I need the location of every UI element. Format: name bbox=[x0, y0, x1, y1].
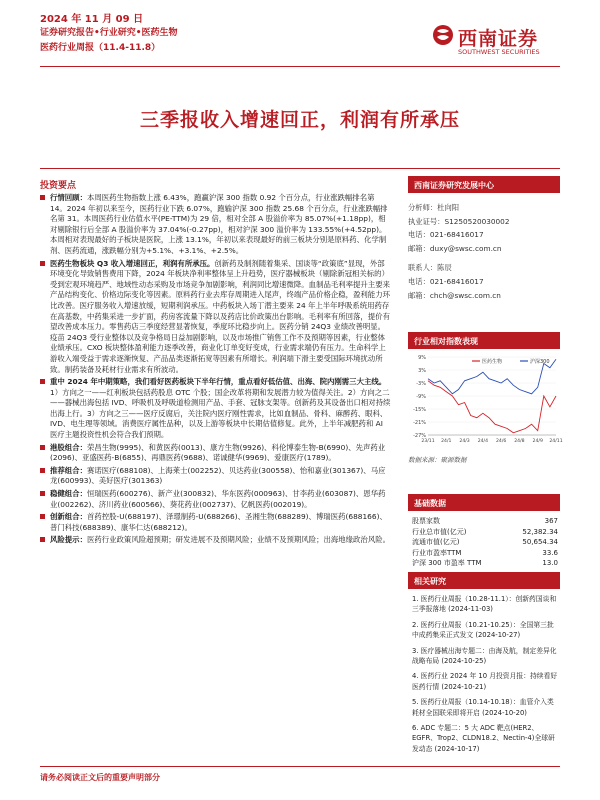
basic-data-key: 流通市值(亿元) bbox=[412, 538, 460, 547]
x-tick-label: 24/4 bbox=[477, 439, 489, 444]
bullet-icon bbox=[40, 379, 45, 384]
header-divider bbox=[40, 66, 560, 67]
investment-paragraph bbox=[40, 443, 392, 464]
basic-data-panel bbox=[408, 494, 560, 569]
related-report-link[interactable]: 6. ADC 专题二：5 大 ADC 靶点(HER2、EGFR、Trop2、CLDN18.2、Nectin-4)全球研发动态 (2024-10-17) bbox=[412, 724, 555, 753]
basic-data-row bbox=[412, 558, 558, 569]
paragraph-heading: 重中 2024 年中期策略，我们看好医药板块下半年行情，重点看好低估值、出海、院内刚需三大主线。 bbox=[50, 377, 387, 387]
investment-paragraph bbox=[40, 489, 392, 510]
paragraph-heading: 稳健组合： bbox=[50, 489, 87, 499]
investment-paragraph bbox=[40, 259, 392, 376]
analyst-line: 执业证号：S1250520030002 bbox=[408, 216, 510, 226]
basic-data-key: 行业市盈率TTM bbox=[412, 548, 462, 557]
x-tick-label: 24/9 bbox=[532, 439, 543, 444]
paragraph-body: 恒瑞医药(600276)、新产业(300832)、华东医药(000963)、甘李药业(603087)、恩华药业(002262)、济川药业(600566)、葵花药业(002737)、亿帆医药(002019)。 bbox=[50, 489, 386, 509]
analyst-line: 电话：021-68416017 bbox=[408, 276, 484, 286]
basic-data-value: 50,654.34 bbox=[522, 538, 558, 547]
company-logo bbox=[432, 10, 582, 58]
paragraph-body: 荣昌生物(9995)、和黄医药(0013)、康方生物(9926)、科伦博泰生物-B(6990)、先声药业(2096)、亚盛医药-B(6855)、再鼎医药(9688)、诺诚健华(9969)、爱康医疗(1789)。 bbox=[50, 442, 386, 463]
analyst-line: 邮箱：chch@swsc.com.cn bbox=[408, 290, 501, 300]
report-category: 证券研究报告•行业研究•医药生物 bbox=[40, 28, 178, 38]
x-tick-label: 24/8 bbox=[514, 439, 525, 444]
related-list bbox=[408, 589, 560, 754]
team-header: 西南证券研究发展中心 bbox=[408, 176, 560, 193]
analyst-info bbox=[408, 193, 560, 302]
chart-header: 行业相对指数表现 bbox=[408, 332, 560, 349]
paragraph-body: 1）方向之一——红利板块包括药股息 OTC 个股；国企改革将期和发展潜力较为值得关注。2）方向之二——器械出海包括 IVD、呼吸机及呼吸道检测用产品、手套、冠脉支架等。创新药及其设备出口相对持续出海上行。3）方向之三——医疗反腐后，关注院内医疗刚性需求，比如血制品、骨科、麻醉药、眼科、IVD、电生理等领域。消费医疗属性品种，以及上游等板块中长期估值修复。此外，上半年减肥药和 AI 医疗主题投资性机会符合我们预期。 bbox=[50, 387, 391, 440]
report-type: 医药行业周报（11.4-11.8） bbox=[40, 43, 161, 53]
bullet-icon bbox=[40, 491, 45, 496]
bullet-icon bbox=[40, 537, 45, 542]
investment-paragraph bbox=[40, 377, 392, 441]
bullet-icon bbox=[40, 445, 45, 450]
analyst-line: 联系人：陈辰 bbox=[408, 263, 452, 273]
investment-points bbox=[40, 193, 392, 548]
paragraph-heading: 推荐组合： bbox=[50, 465, 87, 475]
bullet-icon bbox=[40, 468, 45, 473]
basic-data-value: 13.0 bbox=[542, 559, 558, 568]
relative-index-chart bbox=[408, 349, 563, 449]
y-tick-label: 3% bbox=[418, 368, 426, 374]
logo-name-en: SOUTHWEST SECURITIES bbox=[458, 48, 540, 56]
related-report-link[interactable]: 4. 医药行业 2024 年 10 月投资月报：持续看好医药行情 (2024-10-21) bbox=[412, 672, 558, 691]
investment-paragraph bbox=[40, 535, 392, 546]
section-label: 投资要点 bbox=[40, 181, 77, 191]
investment-paragraph bbox=[40, 193, 392, 257]
basic-data-value: 52,382.34 bbox=[522, 527, 558, 536]
related-report-link[interactable]: 1. 医药行业周报（10.28-11.1）：创新药国谈和三季报落地 (2024-11-03) bbox=[412, 595, 557, 614]
y-tick-label: -9% bbox=[416, 394, 426, 400]
y-tick-label: -3% bbox=[416, 381, 426, 387]
report-date: 2024 年 11 月 09 日 bbox=[40, 14, 144, 25]
paragraph-heading: 行情回顾： bbox=[50, 193, 87, 202]
basic-data-key: 股票家数 bbox=[412, 517, 440, 525]
y-tick-label: 9% bbox=[418, 355, 426, 361]
paragraph-body: 赛诺医疗(688108)、上海莱士(002252)、贝达药业(300558)、怡和嘉业(301367)、马应龙(600993)、美好医疗(301363) bbox=[50, 465, 386, 486]
basic-data-row bbox=[412, 516, 558, 527]
basic-data-key: 沪深 300 市盈率 TTM bbox=[412, 559, 482, 568]
related-report-link[interactable]: 2. 医药行业周报（10.21-10.25）：全国第三批中成药集采正式发文 (2024-10-27) bbox=[412, 620, 554, 640]
related-report-link[interactable]: 3. 医疗器械出海专题二：由海及航，制定差异化战略布局 (2024-10-25) bbox=[412, 646, 557, 666]
paragraph-heading: 港股组合： bbox=[50, 442, 87, 452]
x-tick-label: 24/1 bbox=[441, 439, 452, 444]
paragraph-body: 医药行业政策风险超预期；研发进展不及预期风险；业绩不及预期风险；出海地缘政治风险。 bbox=[86, 535, 390, 545]
paragraph-body: 创新药及制剂随着集采、国谈等“政策底”显现，外部环境变化导致销售费用下降，2024 年板块净利率整体呈上升趋势，医疗器械板块（剔除新冠相关标的）受到宏观环境趋严、地域性动态采购及市场竞争加剧影响，利润同比增速微降。血制品毛利率提升主要来产品结构变化、价格边际变化等因素。原料药行业去库存周期进入尾声，终端产品价格企稳，盈利能力环比改善。医疗服务收入增速放缓，短期利润承压。中药板块入场丁潜主要来 24 年上半年呼吸系统用药存在高基数，中药集采进一步扩面，药房客流量下降以及药店比价政策出台影响。毛利率有所回落，提价有望改善成本压力。零售药店三季度经营显著恢复，季度环比稳步向上。医药分销 24Q3 业绩改善明显。疫苗 24Q3 受行业整体以及竞争格局日益加剧影响，以及市场推广销售工作不及预期等因素，行业整体业绩承压。CXO 板块整体盈利能力逐季改善，商业化订单变好变成，行业需求端仍有压力。生命科学上游收入端受益于需求逐渐恢复、产品品类逐渐拓宽等因素有所增长。利润端下滑主要受国际环境扰动所致。制药装备及耗材行业需求有所波动。 bbox=[50, 258, 390, 374]
bullet-icon bbox=[40, 261, 45, 266]
paragraph-heading: 创新组合： bbox=[50, 512, 87, 522]
legend-label: 医药生物 bbox=[482, 359, 503, 365]
analyst-line: 电话：021-68416017 bbox=[408, 230, 484, 240]
logo-mark-icon bbox=[432, 24, 454, 46]
report-title: 三季报收入增速回正，利润有所承压 bbox=[139, 109, 460, 131]
x-tick-label: 24/11 bbox=[549, 439, 563, 444]
related-report-link[interactable]: 5. 医药行业周报（10.14-10.18）：血管介入类耗材全国联采即将开启 (2024-10-20) bbox=[412, 698, 554, 717]
legend-label: 沪深300 bbox=[530, 359, 550, 365]
paragraph-body: 本周医药生物指数上涨 6.43%，跑赢沪深 300 指数 0.92 个百分点，行业涨跌幅排名第 14。2024 年初以来至今，医药行业下跌 6.07%，跑输沪深 300 指数 25.68 个百分点，行业涨跌幅排名第 31。本周医药行业估值水平(PE-TTM)为 29 倍，相对全部 A 股溢价率为 85.07%(+1.18pp)，相对剔除银行后全部 A 股溢价率为 37.04%(-0.27pp)，相对沪深 300 溢价率为 133.55%(+4.52pp)。本周相对表现最好的子板块是医院，上涨 13.1%，年初以来表现最好的前三板块分别是原料药、化学制剂、医药流通，涨跌幅分别为+5.1%、+3.1%、+2.5%。 bbox=[50, 193, 388, 255]
basic-data-row bbox=[412, 537, 558, 548]
basic-data-key: 行业总市值(亿元) bbox=[412, 527, 467, 536]
investment-paragraph bbox=[40, 466, 392, 487]
logo-name-cn: 西南证券 bbox=[458, 28, 539, 50]
chart-source: 数据来源：聚源数据 bbox=[408, 456, 467, 464]
y-tick-label: -15% bbox=[413, 407, 426, 413]
basic-data-row bbox=[412, 548, 558, 559]
title-divider bbox=[40, 168, 560, 169]
bullet-icon bbox=[40, 195, 45, 200]
analyst-line: 分析师：杜向阳 bbox=[408, 203, 460, 212]
footer-disclaimer: 请务必阅读正文后的重要声明部分 bbox=[40, 773, 160, 782]
basic-data-value: 367 bbox=[544, 517, 558, 525]
basic-data-header: 基础数据 bbox=[408, 494, 560, 511]
x-tick-label: 24/6 bbox=[495, 439, 507, 444]
analyst-panel bbox=[408, 176, 560, 302]
paragraph-body: 首药控股-U(688197)、泽璟制药-U(688266)、圣湘生物(688289)、博瑞医药(688166)、普门科技(688389)、康华仁达(688212)。 bbox=[50, 512, 387, 532]
x-tick-label: 23/11 bbox=[421, 439, 435, 444]
related-header: 相关研究 bbox=[408, 572, 560, 589]
x-tick-label: 24/3 bbox=[459, 439, 470, 444]
chart-panel bbox=[408, 332, 563, 464]
basic-data-value: 33.6 bbox=[542, 548, 558, 557]
paragraph-heading: 医药生物板块 Q3 收入增速回正，利润有所承压。 bbox=[50, 258, 215, 268]
paragraph-heading: 风险提示： bbox=[50, 535, 87, 545]
basic-data-table bbox=[408, 511, 560, 569]
bullet-icon bbox=[40, 514, 45, 519]
basic-data-row bbox=[412, 527, 558, 538]
footer-divider bbox=[40, 766, 560, 767]
y-tick-label: -27% bbox=[413, 433, 426, 439]
investment-paragraph bbox=[40, 512, 392, 533]
analyst-line: 邮箱：duxy@swsc.com.cn bbox=[408, 243, 502, 253]
y-tick-label: -21% bbox=[413, 420, 426, 426]
related-panel bbox=[408, 572, 560, 759]
